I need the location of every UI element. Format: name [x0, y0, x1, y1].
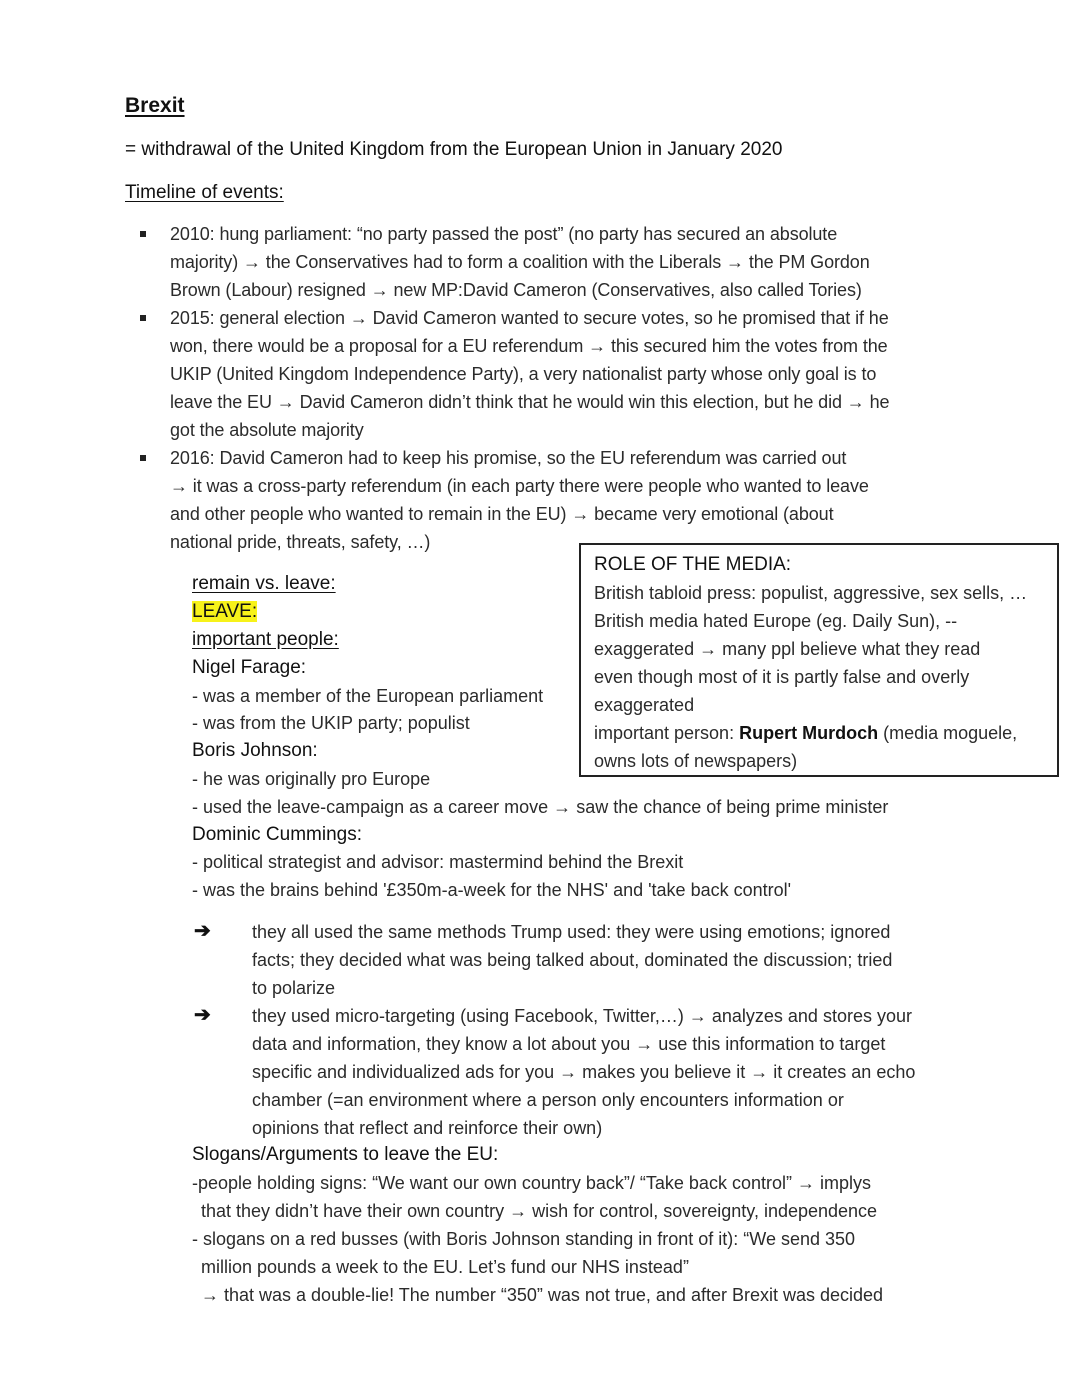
person-detail: - was from the UKIP party; populist: [192, 713, 470, 733]
arrow-point-line: specific and individualized ads for you → makes you believe it → it creates an echo: [252, 1062, 916, 1082]
slogan-line: that they didn’t have their own country → wish for control, sovereignty, independence: [201, 1201, 878, 1221]
arrow-point-line: they used micro-targeting (using Facebook, Twitter,…) → analyzes and stores your: [252, 1006, 912, 1026]
timeline-line: won, there would be a proposal for a EU referendum → this secured him the votes from the: [170, 336, 888, 356]
timeline-heading: Timeline of events:: [125, 182, 284, 203]
leave-label: LEAVE:: [192, 601, 258, 622]
page-title: Brexit: [125, 94, 185, 117]
arrow-point-line: facts; they decided what was being talked about, dominated the discussion; tried: [252, 950, 893, 970]
timeline-line: 2016: David Cameron had to keep his promise, so the EU referendum was carried out: [170, 448, 847, 468]
timeline-line: leave the EU → David Cameron didn’t think that he would win this election, but he did → he: [170, 392, 890, 412]
arrow-point-line: data and information, they know a lot about you → use this information to target: [252, 1034, 886, 1054]
arrow-point-line: opinions that reflect and reinforce their own): [252, 1118, 603, 1138]
bullet-marker: [140, 315, 146, 321]
person-detail: - used the leave-campaign as a career move → saw the chance of being prime minister: [192, 797, 889, 817]
media-line: even though most of it is partly false and overly: [594, 667, 970, 687]
arrow-bullet-icon: ➔: [194, 920, 211, 942]
person-detail: - political strategist and advisor: mastermind behind the Brexit: [192, 852, 684, 872]
media-person-suffix: (media moguele,: [878, 723, 1018, 743]
slogan-line: -people holding signs: “We want our own country back”/ “Take back control” → implys: [192, 1173, 871, 1193]
arrow-point-line: they all used the same methods Trump used: they were using emotions; ignored: [252, 922, 891, 942]
person-detail: - was a member of the European parliament: [192, 686, 544, 706]
media-line: British media hated Europe (eg. Daily Sun), --: [594, 611, 958, 631]
leave-label-row: [192, 600, 257, 624]
slogan-line: million pounds a week to the EU. Let’s fund our NHS instead”: [201, 1257, 689, 1277]
arrow-point-line: chamber (=an environment where a person only encounters information or: [252, 1090, 844, 1110]
slogan-line: - slogans on a red busses (with Boris Johnson standing in front of it): “We send 350: [192, 1229, 856, 1249]
media-person-name: Rupert Murdoch: [739, 723, 879, 743]
bullet-marker: [140, 455, 146, 461]
remain-leave-heading: remain vs. leave:: [192, 573, 336, 594]
media-line: British tabloid press: populist, aggressive, sex sells, …: [594, 583, 1028, 603]
slogans-heading: Slogans/Arguments to leave the EU:: [192, 1144, 499, 1165]
timeline-line: and other people who wanted to remain in the EU) → became very emotional (about: [170, 504, 834, 524]
timeline-line: Brown (Labour) resigned → new MP:David Cameron (Conservatives, also called Tories): [170, 280, 862, 300]
timeline-line: majority) → the Conservatives had to form a coalition with the Liberals → the PM Gordon: [170, 252, 870, 272]
media-person-prefix: important person:: [594, 723, 740, 743]
timeline-line: UKIP (United Kingdom Independence Party), a very nationalist party whose only goal is to: [170, 364, 877, 384]
person-name-cummings: Dominic Cummings:: [192, 824, 362, 845]
media-line: exaggerated → many ppl believe what they read: [594, 639, 981, 659]
timeline-line: → it was a cross-party referendum (in each party there were people who wanted to leave: [170, 476, 869, 496]
bullet-marker: [140, 231, 146, 237]
timeline-line: 2015: general election → David Cameron wanted to secure votes, so he promised that if he: [170, 308, 889, 328]
person-detail: - was the brains behind '£350m-a-week for the NHS' and 'take back control': [192, 880, 792, 900]
person-detail: - he was originally pro Europe: [192, 769, 431, 789]
slogan-line: → that was a double-lie! The number “350” was not true, and after Brexit was decided: [201, 1285, 884, 1305]
media-person-line: [594, 721, 1017, 745]
arrow-bullet-icon: ➔: [194, 1004, 211, 1026]
important-people-heading: important people:: [192, 629, 339, 650]
media-line: owns lots of newspapers): [594, 751, 798, 771]
definition: = withdrawal of the United Kingdom from the European Union in January 2020: [125, 139, 783, 160]
person-name-johnson: Boris Johnson:: [192, 740, 318, 761]
timeline-line: national pride, threats, safety, …): [170, 532, 431, 552]
timeline-line: got the absolute majority: [170, 420, 364, 440]
arrow-point-line: to polarize: [252, 978, 336, 998]
media-line: exaggerated: [594, 695, 695, 715]
media-heading: ROLE OF THE MEDIA:: [594, 554, 792, 575]
person-name-farage: Nigel Farage:: [192, 657, 307, 678]
timeline-line: 2010: hung parliament: “no party passed the post” (no party has secured an absolute: [170, 224, 838, 244]
